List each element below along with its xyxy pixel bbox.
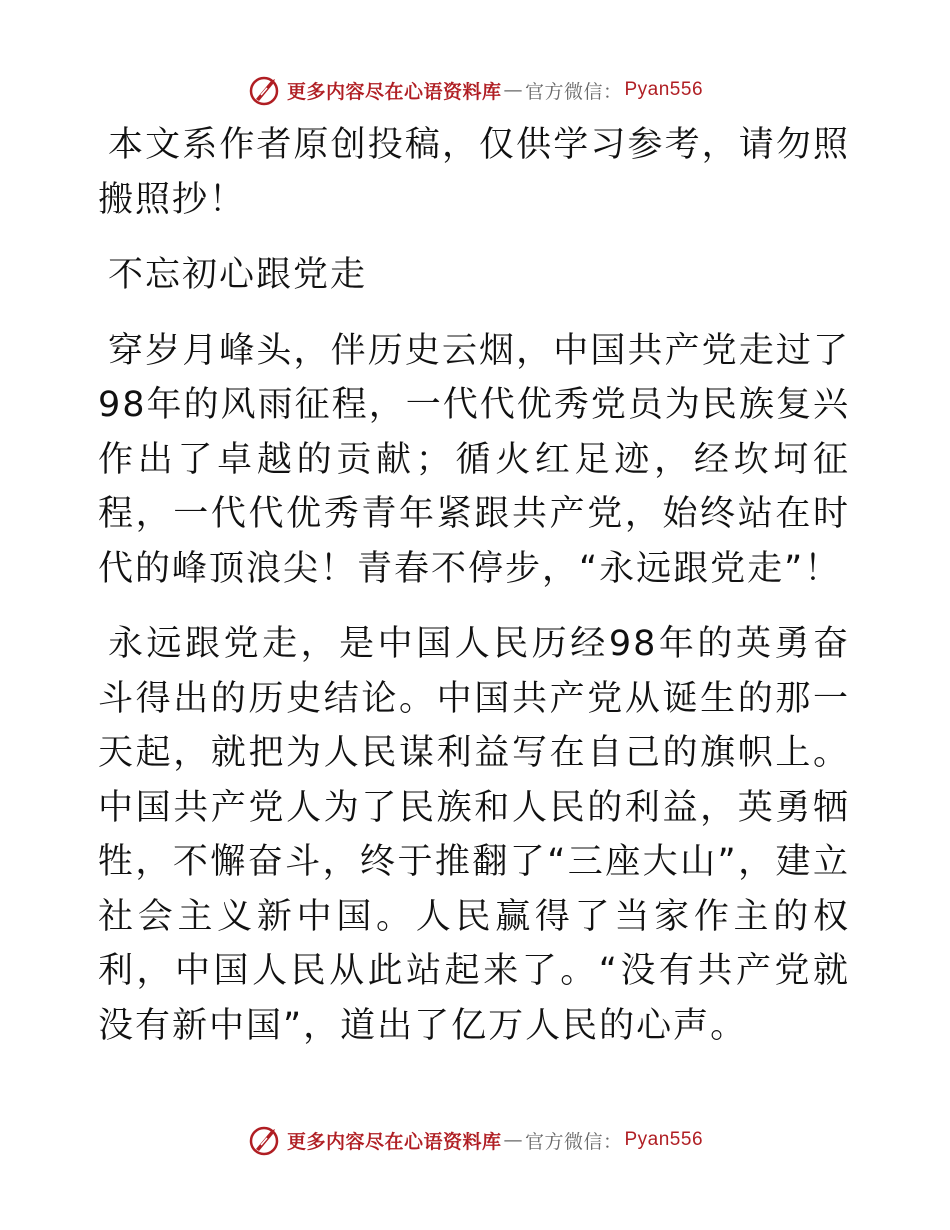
document-body [98,118,850,1074]
banner-main-text: 更多内容尽在心语资料库 [286,80,502,103]
quill-pen-logo-icon [247,1123,281,1157]
banner-wechat-label: 官方微信： [524,80,623,103]
paragraph-title: 不忘初心跟党走 [108,255,368,295]
header-banner [0,72,950,108]
banner-separator: — [503,1129,523,1151]
banner-wechat-label: 官方微信： [524,1130,623,1153]
banner-separator: — [503,79,523,101]
paragraph-notice: 本文系作者原创投稿，仅供学习参考，请勿照搬照抄！ [98,125,850,220]
paragraph-body-2: 永远跟党走，是中国人民历经98年的英勇奋斗得出的历史结论。中国共产党从诞生的那一天起，就把为人民谋利益写在自己的旗帜上。中国共产党人为了民族和人民的利益，英勇牺牲，不懈奋斗，终于推翻了“三座大山”，建立社会主义新中国。人民赢得了当家作主的权利，中国人民从此站起来了。“没有共产党就没有新中国”，道出了亿万人民的心声。 [98,624,850,1046]
quill-pen-logo-icon [247,73,281,107]
banner-main-text: 更多内容尽在心语资料库 [286,1130,502,1153]
paragraph-body-1: 穿岁月峰头，伴历史云烟，中国共产党走过了98年的风雨征程，一代代优秀党员为民族复兴作出了卓越的贡献；循火红足迹，经坎坷征程，一代代优秀青年紧跟共产党，始终站在时代的峰顶浪尖！青春不停步，“永远跟党走”！ [98,330,850,589]
banner-wechat-id: Pyan556 [624,1129,704,1150]
footer-banner [0,1122,950,1158]
banner-wechat-id: Pyan556 [624,79,704,100]
